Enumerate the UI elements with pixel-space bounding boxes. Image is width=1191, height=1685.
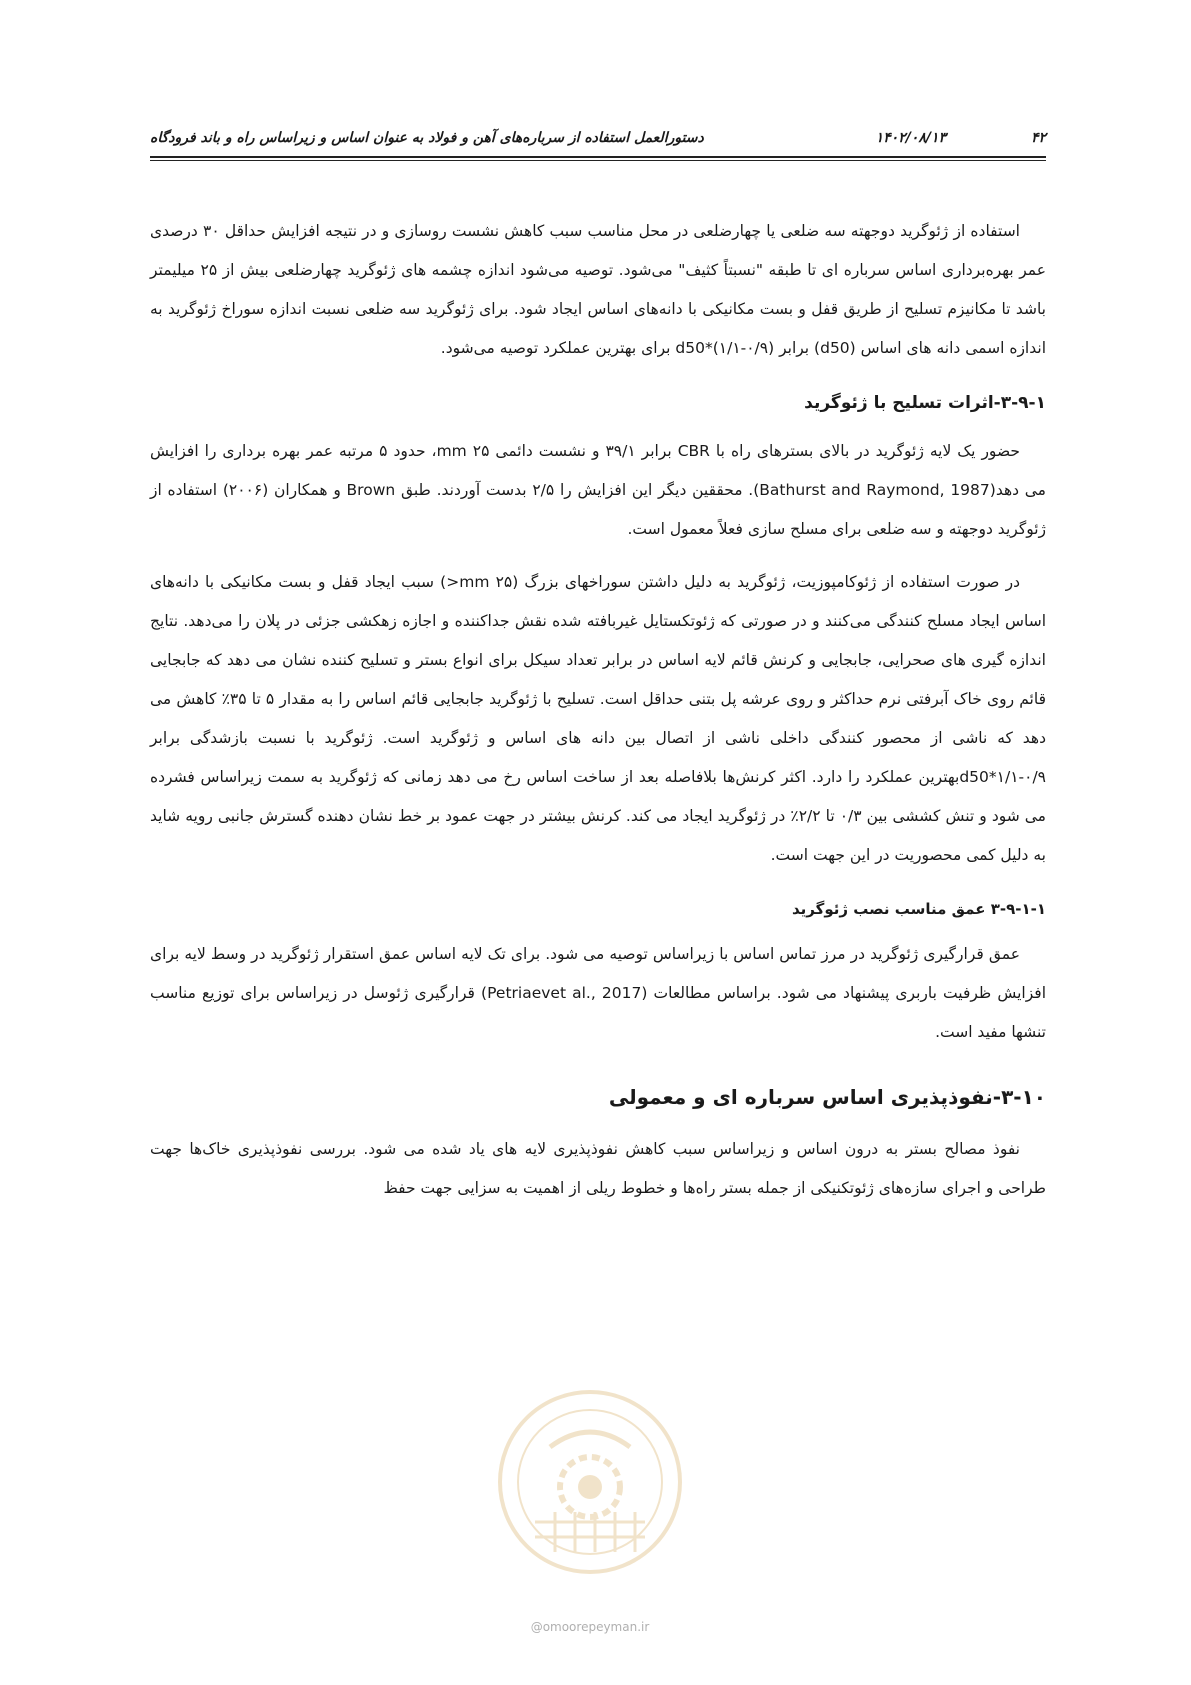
page-header [150,130,1046,156]
header-rule [150,156,1046,158]
paragraph-geogrid-usage: استفاده از ژئوگرید دوجهته سه ضلعی یا چهارضلعی در محل مناسب سبب کاهش نشست روسازی و در نتیجه افزایش حداقل ۳۰ درصدی عمر بهره‌برداری اساس سرباره ای تا طبقه "نسبتاً کثیف" می‌شود. توصیه می‌شود اندازه چشمه های ژئوگرید چهارضلعی بیش از ۲۵ میلیمتر باشد تا مکانیزم تسلیح از طریق قفل و بست مکانیکی با دانه‌های اساس ایجاد شود. برای ژئوگرید سه ضلعی نسبت اندازه سوراخ ژئوگرید به اندازه اسمی دانه های اساس (d50) برابر d50*(۱/۱-۰/۹) برای بهترین عملکرد توصیه می‌شود. [150,222,1046,357]
paragraph-install-depth: عمق قرارگیری ژئوگرید در مرز تماس اساس با زیراساس توصیه می شود. برای تک لایه اساس عمق استقرار ژئوگرید در وسط لایه برای افزایش ظرفیت باربری پیشنهاد می شود. براساس مطالعات (Petriaevet al., 2017) قرارگیری ژئوسل در زیراساس برای توزیع مناسب تنشها مفید است. [150,945,1046,1041]
page-number: ۴۲ [1030,130,1046,146]
subsection-heading-install-depth: ۳-۹-۱-۱ عمق مناسب نصب ژئوگرید [791,900,1046,918]
paragraph-geocomposite: در صورت استفاده از ژئوکامپوزیت، ژئوگرید به دلیل داشتن سوراخهای بزرگ (mm ۲۵<) سبب ایجاد قفل و بست مکانیکی با دانه‌های اساس ایجاد مسلح کنندگی می‌کنند و در صورتی که ژئوتکستایل غیربافته شده نقش جداکننده و اجازه زهکشی جزئی در پلان را می‌دهد. نتایج اندازه گیری های صحرایی، جابجایی و کرنش قائم لایه اساس در برابر تعداد سیکل برای انواع بستر و تسلیح کننده نشان می دهد که جابجایی قائم روی خاک آبرفتی نرم حداکثر و روی عرشه پل بتنی حداقل است. تسلیح با ژئوگرید جابجایی قائم اساس را به مقدار ۵ تا ۳۵٪ کاهش می دهد که ناشی از محصور کنندگی داخلی ناشی از اتصال بین دانه های اساس و ژئوگرید است. ژئوگرید با نسبت بازشدگی برابر d50*۱/۱-۰/۹بهترین عملکرد را دارد. اکثر کرنش‌ها بلافاصله بعد از ساخت اساس رخ می دهد زمانی که ژئوگرید به سمت زیراساس فشرده می شود و تنش کششی بین ۰/۳ تا ۲/۲٪ در ژئوگرید ایجاد می کند. کرنش بیشتر در جهت عمود بر خط نشان دهنده گسترش جانبی رویه شاید به دلیل کمی محصوریت در این جهت است. [150,573,1046,864]
paragraph-geogrid-layer: حضور یک لایه ژئوگرید در بالای بسترهای راه با CBR برابر ۳۹/۱ و نشست دائمی ۲۵ mm، حدود ۵ مرتبه عمر بهره برداری را افزایش می دهد(Bathurst and Raymond, 1987). محققین دیگر این افزایش را ۲/۵ بدست آوردند. طبق Brown و همکاران (۲۰۰۶) استفاده از ژئوگرید دوجهته و سه ضلعی برای مسلح سازی فعلاً معمول است. [150,442,1046,538]
section-heading-permeability: ۳-۱۰-نفوذپذیری اساس سرباره ای و معمولی [608,1085,1046,1109]
page-body [150,212,1046,1222]
watermark-url: @omoorepeyman.ir [530,1620,650,1634]
watermark-seal-icon [495,1387,685,1577]
paragraph-permeability: نفوذ مصالح بستر به درون اساس و زیراساس سبب کاهش نفوذپذیری لایه های یاد شده می شود. بررسی نفوذپذیری خاک‌ها جهت طراحی و اجرای سازه‌های ژئوتکنیکی از جمله بستر راه‌ها و خطوط ریلی از اهمیت به سزایی جهت حفظ [150,1140,1046,1197]
header-date: ۱۴۰۲/۰۸/۱۳ [875,130,946,146]
header-title: دستورالعمل استفاده از سرباره‌های آهن و فولاد به عنوان اساس و زیراساس راه و باند فرودگاه [150,130,704,146]
section-heading-reinforcement-effects: ۳-۹-۱-اثرات تسلیح با ژئوگرید [804,393,1046,413]
header-rule-thin [150,160,1046,161]
